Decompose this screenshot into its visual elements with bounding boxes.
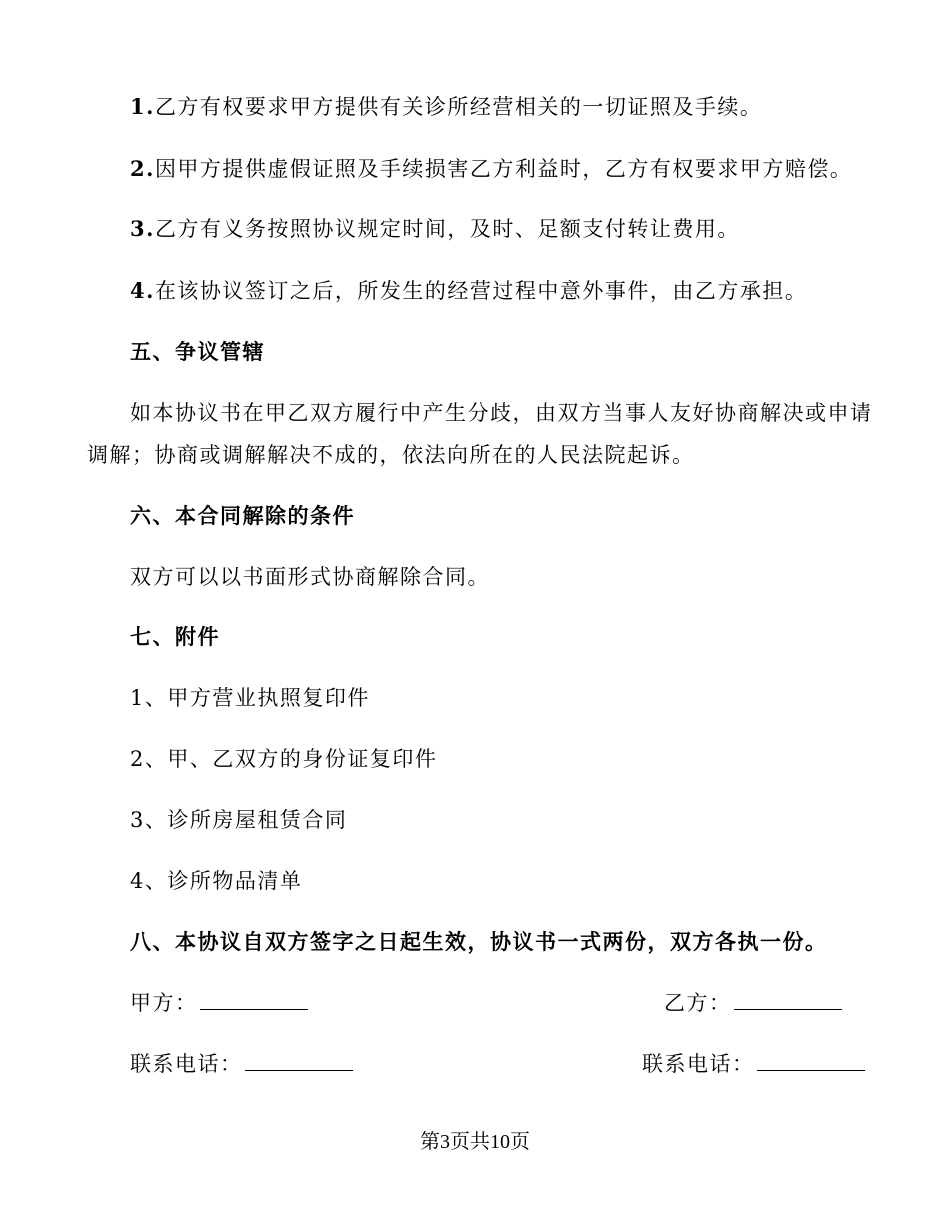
section-heading-dispute: 五、争议管辖 (130, 339, 265, 364)
dispute-paragraph-line1: 如本协议书在甲乙双方履行中产生分歧，由双方当事人友好协商解决或申请 (130, 401, 873, 425)
party-a-phone (130, 1049, 353, 1079)
obligation-number: 4. (130, 278, 155, 303)
obligation-text: 乙方有权要求甲方提供有关诊所经营相关的一切证照及手续。 (154, 95, 763, 119)
attachment-item (130, 744, 437, 774)
obligation-text: 乙方有义务按照协议规定时间，及时、足额支付转让费用。 (154, 217, 740, 241)
obligation-text: 因甲方提供虚假证照及手续损害乙方利益时，乙方有权要求甲方赔偿。 (154, 157, 853, 181)
attachment-text: 、诊所物品清单 (144, 869, 303, 893)
party-b-phone-line (757, 1052, 865, 1071)
dispute-paragraph-line2: 调解；协商或调解解决不成的，依法向所在的人民法院起诉。 (87, 443, 695, 467)
page-number-footer: 第3页共10页 (420, 1131, 530, 1153)
attachment-number: 1 (130, 686, 145, 710)
obligation-number: 1. (130, 94, 155, 119)
party-b-signature-line (734, 991, 842, 1010)
party-b-signature (664, 988, 842, 1018)
obligation-item (130, 154, 852, 184)
section-heading-termination: 六、本合同解除的条件 (130, 503, 355, 528)
party-a-phone-label: 联系电话： (130, 1052, 243, 1076)
party-b-phone (642, 1049, 865, 1079)
attachment-item (130, 866, 302, 896)
attachment-text: 、甲、乙双方的身份证复印件 (144, 747, 438, 771)
section-heading-effectiveness: 八、本协议自双方签字之日起生效，协议书一式两份，双方各执一份。 (130, 929, 828, 954)
party-b-phone-label: 联系电话： (642, 1052, 755, 1076)
attachment-number: 3 (130, 808, 145, 832)
obligation-item (130, 92, 762, 122)
attachment-text: 、诊所房屋租赁合同 (144, 808, 348, 832)
attachment-number: 2 (130, 747, 145, 771)
attachment-item (130, 805, 347, 835)
party-a-label: 甲方： (130, 991, 198, 1015)
attachment-number: 4 (130, 869, 145, 893)
termination-paragraph: 双方可以以书面形式协商解除合同。 (130, 565, 490, 589)
party-a-signature (130, 988, 308, 1018)
obligation-item (130, 276, 807, 306)
obligation-number: 2. (130, 156, 155, 181)
attachment-item (130, 683, 370, 713)
party-b-label: 乙方： (664, 991, 732, 1015)
obligation-item (130, 214, 740, 244)
attachment-text: 、甲方营业执照复印件 (144, 686, 370, 710)
obligation-text: 在该协议签订之后，所发生的经营过程中意外事件，由乙方承担。 (154, 279, 808, 303)
party-a-signature-line (200, 991, 308, 1010)
section-heading-attachments: 七、附件 (130, 624, 220, 649)
party-a-phone-line (245, 1052, 353, 1071)
obligation-number: 3. (130, 216, 155, 241)
